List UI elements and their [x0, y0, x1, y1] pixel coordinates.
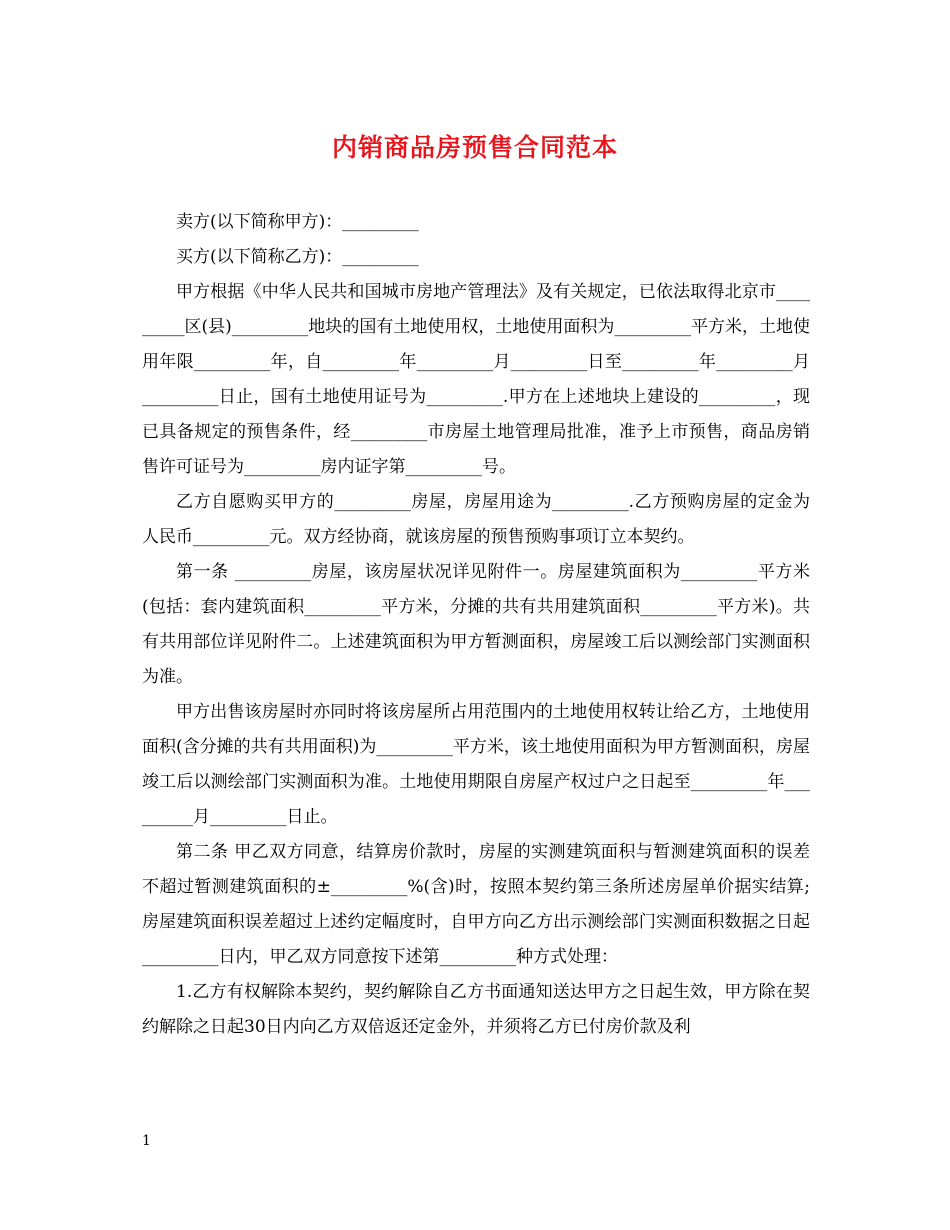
seller-line: 卖方(以下简称甲方)：_________	[176, 212, 419, 232]
buyer-line: 买方(以下简称乙方)：_________	[176, 247, 419, 267]
document-body	[142, 205, 810, 1045]
paragraph-article-2: 第二条 甲乙双方同意，结算房价款时，房屋的实测建筑面积与暂测建筑面积的误差不超过暂测建筑面积的±_________%(含)时，按照本契约第三条所述房屋单价据实结算;房屋建筑面积误差超过上述约定幅度时，自甲方向乙方出示测绘部门实测面积数据之日起_________日内，甲乙双方同意按下述第_________种方式处理：	[142, 842, 810, 967]
paragraph-land-use: 甲方出售该房屋时亦同时将该房屋所占用范围内的土地使用权转让给乙方，土地使用面积(含分摊的共有共用面积)为_________平方米，该土地使用面积为甲方暂测面积，房屋竣工后以测绘部门实测面积为准。土地使用期限自房屋产权过户之日起至_________年_________月_________日止。	[142, 702, 810, 827]
page-number: 1	[142, 1133, 151, 1149]
paragraph-preamble: 甲方根据《中华人民共和国城市房地产管理法》及有关规定，已依法取得北京市_________区(县)_________地块的国有土地使用权，土地使用面积为_________平方米，土地使用年限_________年，自_________年_________月_________日至_________年_________月_________日止，国有土地使用证号为_________.甲方在上述地块上建设的_________，现已具备规定的预售条件，经_________市房屋土地管理局批准，准予上市预售，商品房销售许可证号为_________房内证字第_________号。	[142, 282, 810, 477]
document-title: 内销商品房预售合同范本	[331, 133, 618, 162]
paragraph-article-1: 第一条 _________房屋，该房屋状况详见附件一。房屋建筑面积为_________平方米(包括：套内建筑面积_________平方米，分摊的共有共用建筑面积_________平方米)。共有共用部位详见附件二。上述建筑面积为甲方暂测面积，房屋竣工后以测绘部门实测面积为准。	[142, 562, 810, 687]
paragraph-option-1: 1.乙方有权解除本契约，契约解除自乙方书面通知送达甲方之日起生效，甲方除在契约解除之日起30日内向乙方双倍返还定金外，并须将乙方已付房价款及利	[142, 982, 810, 1037]
paragraph-purchase: 乙方自愿购买甲方的_________房屋，房屋用途为_________.乙方预购房屋的定金为人民币_________元。双方经协商，就该房屋的预售预购事项订立本契约。	[142, 492, 810, 547]
